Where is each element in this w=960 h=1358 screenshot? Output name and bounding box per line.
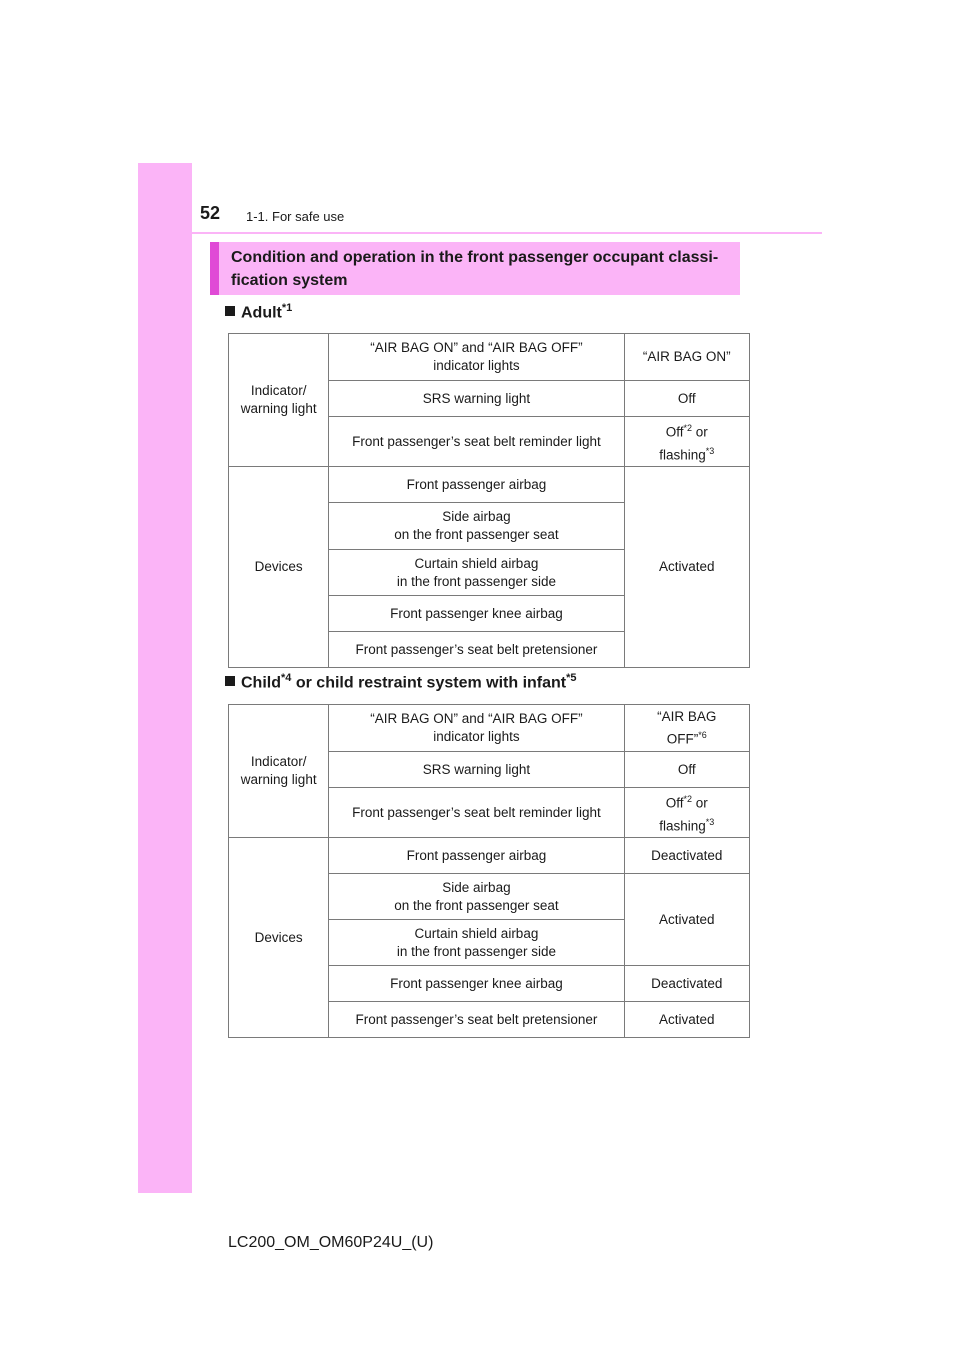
adult-table [228, 333, 750, 668]
knee-airbag-item: Front passenger knee airbag [329, 596, 624, 632]
curtain-airbag-item: Curtain shield airbag in the front passenger side [329, 550, 624, 596]
table-row [229, 838, 750, 874]
pretensioner-status: Activated [624, 1002, 750, 1038]
adult-heading: Adult$^{*1}$ [225, 302, 292, 322]
front-airbag-item: Front passenger airbag [329, 838, 624, 874]
front-airbag-item: Front passenger airbag [329, 467, 624, 503]
square-bullet-icon [225, 676, 235, 686]
table-row [229, 705, 750, 752]
airbag-lights-item: “AIR BAG ON” and “AIR BAG OFF” indicator lights [329, 705, 624, 752]
side-airbag-item: Side airbag on the front passenger seat [329, 503, 624, 550]
srs-item: SRS warning light [329, 752, 624, 788]
knee-airbag-status: Deactivated [624, 966, 750, 1002]
side-airbag-item: Side airbag on the front passenger seat [329, 874, 624, 920]
page-number: 52 [200, 203, 221, 223]
indicator-label: Indicator/ warning light [229, 705, 329, 838]
belt-reminder-item: Front passenger’s seat belt reminder light [329, 788, 624, 838]
belt-reminder-item: Front passenger’s seat belt reminder light [329, 417, 624, 467]
document-id: LC200_OM_OM60P24U_(U) [228, 1234, 434, 1251]
section-heading: Condition and operation in the front passenger occupant classi-fication system [210, 242, 740, 295]
front-airbag-status: Deactivated [624, 838, 750, 874]
knee-airbag-item: Front passenger knee airbag [329, 966, 624, 1002]
side-tab-band [138, 163, 192, 1193]
pretensioner-item: Front passenger’s seat belt pretensioner [329, 632, 624, 668]
child-table [228, 704, 750, 1038]
side-curtain-status: Activated [624, 874, 750, 966]
chapter-title: 1-1. For safe use [246, 209, 345, 224]
srs-status: Off [624, 381, 750, 417]
square-bullet-icon [225, 306, 235, 316]
header-rule [192, 232, 822, 234]
table-row [229, 467, 750, 503]
airbag-lights-status: “AIR BAG OFF”$^{*6}$ [624, 705, 750, 752]
airbag-lights-item: “AIR BAG ON” and “AIR BAG OFF” indicator lights [329, 334, 624, 381]
table-row [229, 334, 750, 381]
devices-label: Devices [229, 467, 329, 668]
srs-item: SRS warning light [329, 381, 624, 417]
devices-label: Devices [229, 838, 329, 1038]
srs-status: Off [624, 752, 750, 788]
curtain-airbag-item: Curtain shield airbag in the front passenger side [329, 920, 624, 966]
airbag-lights-status: “AIR BAG ON” [624, 334, 750, 381]
belt-reminder-status: Off$^{*2}$ or flashing$^{*3}$ [624, 417, 750, 467]
pretensioner-item: Front passenger’s seat belt pretensioner [329, 1002, 624, 1038]
belt-reminder-status: Off$^{*2}$ or flashing$^{*3}$ [624, 788, 750, 838]
indicator-label: Indicator/ warning light [229, 334, 329, 467]
devices-status: Activated [624, 467, 750, 668]
child-heading: Child$^{*4}$ or child restraint system with infant$^{*5}$ [225, 672, 577, 692]
